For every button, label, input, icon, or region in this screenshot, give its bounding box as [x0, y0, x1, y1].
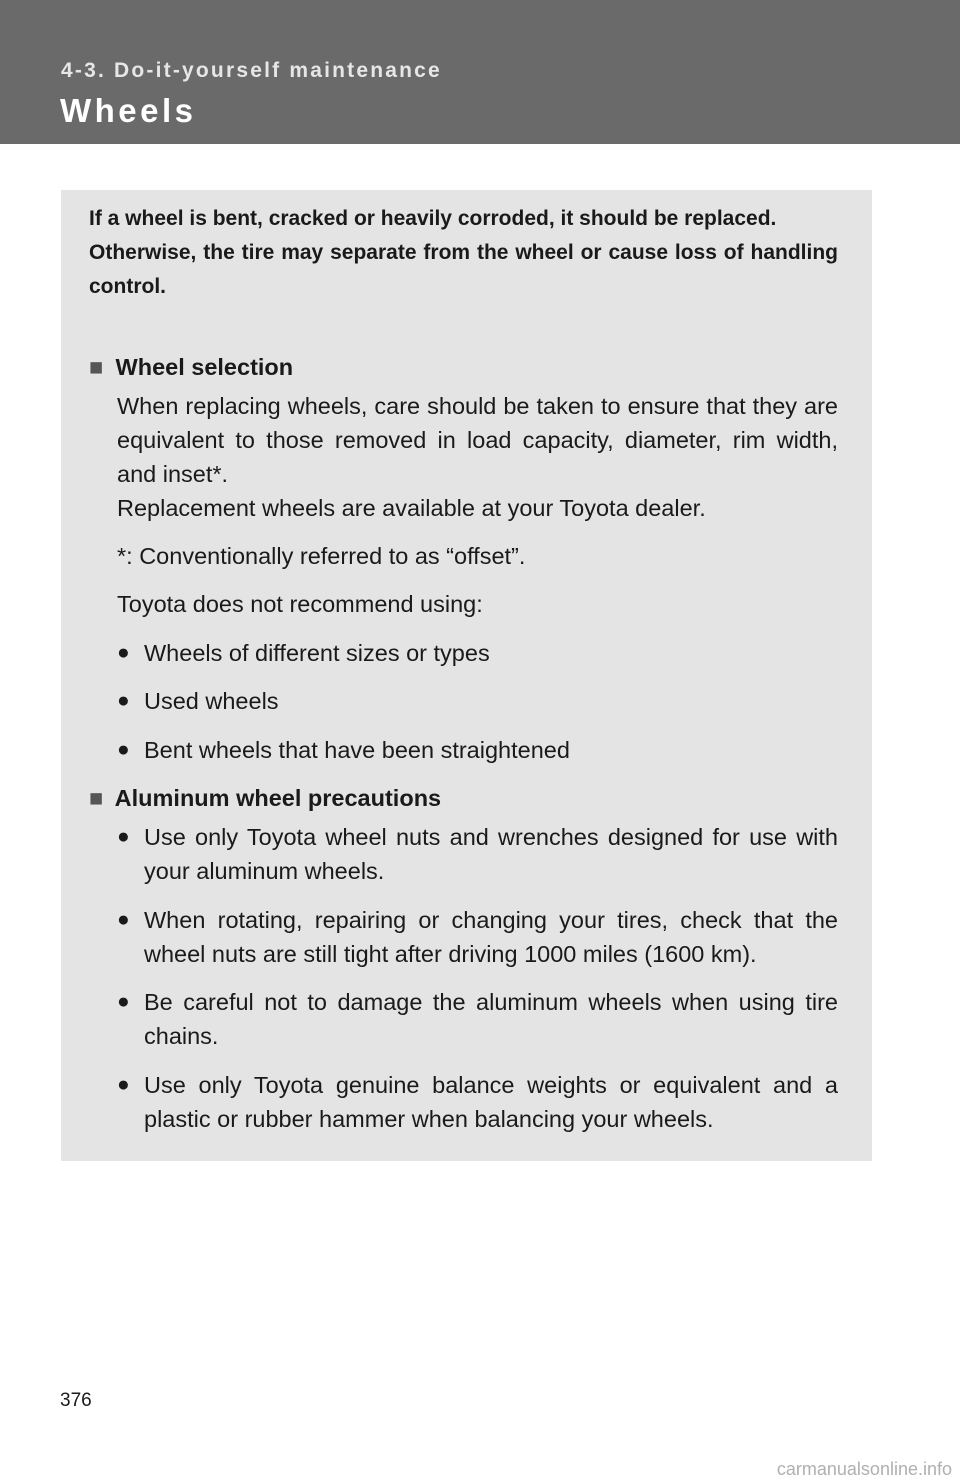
header-bar: [0, 0, 960, 144]
list-item: [117, 985, 838, 1053]
list-item: [117, 1068, 838, 1136]
list-item-text: Wheels of different sizes or types: [144, 640, 490, 666]
watermark: carmanualsonline.info: [776, 1459, 952, 1479]
list-item-text: When rotating, repairing or changing your tires, check that the wheel nuts are still tight after driving 1000 miles (1600 km).: [144, 907, 838, 967]
square-marker-icon: ■: [89, 354, 104, 380]
bullet-icon: ●: [117, 641, 130, 664]
bullet-icon: ●: [117, 738, 130, 761]
bullet-icon: ●: [117, 990, 130, 1013]
list-item-text: Use only Toyota wheel nuts and wrenches designed for use with your aluminum wheels.: [144, 824, 838, 884]
list-item: [117, 636, 838, 670]
square-marker-icon: ■: [89, 785, 104, 811]
list-item-text: Bent wheels that have been straightened: [144, 737, 570, 763]
bullet-icon: ●: [117, 825, 130, 848]
intro-text: [89, 202, 838, 304]
intro-paragraph: Otherwise, the tire may separate from the wheel or cause loss of handling control.: [89, 241, 838, 298]
paragraph: When replacing wheels, care should be taken to ensure that they are equivalent to those removed in load capacity, diameter, rim width, and inset*.: [117, 393, 838, 487]
intro-paragraph: If a wheel is bent, cracked or heavily corroded, it should be replaced.: [89, 207, 777, 230]
list-item: [117, 733, 838, 767]
paragraph: Replacement wheels are available at your Toyota dealer.: [117, 495, 706, 521]
list-item: [117, 684, 838, 718]
page-number: 376: [60, 1390, 92, 1411]
heading-label: Aluminum wheel precautions: [114, 785, 442, 811]
list-item-text: Use only Toyota genuine balance weights or equivalent and a plastic or rubber hammer when balancing your wheels.: [144, 1072, 838, 1132]
section-label: 4-3. Do-it-yourself maintenance: [61, 59, 442, 82]
list-item: [117, 820, 838, 888]
not-recommend-text: Toyota does not recommend using:: [117, 591, 483, 617]
page-title: Wheels: [60, 92, 197, 129]
wheel-selection-text: [117, 389, 838, 525]
list-item-text: Be careful not to damage the aluminum wheels when using tire chains.: [144, 989, 838, 1049]
bullet-icon: ●: [117, 908, 130, 931]
wheel-selection-heading: [89, 350, 293, 384]
aluminum-heading: [89, 781, 441, 815]
list-item-text: Used wheels: [144, 688, 279, 714]
footnote: *: Conventionally referred to as “offset”.: [117, 543, 526, 569]
list-item: [117, 903, 838, 971]
bullet-icon: ●: [117, 1073, 130, 1096]
bullet-icon: ●: [117, 689, 130, 712]
heading-label: Wheel selection: [115, 354, 294, 380]
